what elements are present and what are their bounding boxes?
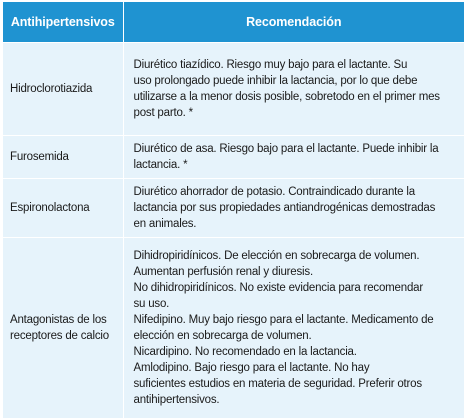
drug-name: receptores de calcio	[10, 329, 109, 342]
recommendation-line: Diurético tiazídico. Riesgo muy bajo para el lactante. Su	[133, 59, 408, 71]
recommendation-line: lactancia. *	[133, 159, 188, 171]
recommendation-cell	[123, 179, 464, 238]
table-header-row	[3, 2, 464, 43]
antihypertensives-table	[3, 2, 464, 418]
recommendation-line: su uso.	[133, 297, 170, 310]
recommendation-line: en animales.	[133, 218, 197, 230]
recommendation-line: No dihidropiridínicos. No existe evidencia para recomendar	[133, 281, 423, 294]
recommendation-cell	[123, 238, 464, 418]
recommendation-line: post parto. *	[133, 107, 193, 119]
drug-name: Hidroclorotiazida	[10, 83, 93, 95]
recommendation-line: lactancia por sus propiedades antiandrogénicas demostradas	[133, 202, 436, 214]
recommendation-line: Diurético de asa. Riesgo bajo para el lactante. Puede inhibir la	[133, 143, 439, 155]
drug-name: Antagonistas de los	[10, 313, 107, 326]
recommendation-line: Aumentan perfusión renal y diuresis.	[133, 265, 313, 278]
recommendation-line: Amlodipino. Bajo riesgo para el lactante. No hay	[133, 361, 370, 374]
recommendation-line: Nifedipino. Muy bajo riesgo para el lactante. Medicamento de	[133, 313, 434, 326]
drug-cell	[3, 179, 123, 238]
drug-name: Furosemida	[10, 151, 69, 163]
recommendation-cell	[123, 136, 464, 179]
recommendation-line: uso prolongado puede inhibir la lactancia, por lo que debe	[133, 75, 418, 87]
header-recomendacion: Recomendación	[123, 2, 464, 43]
header-antihipertensivos: Antihipertensivos	[3, 2, 123, 43]
recommendation-line: Dihidropiridínicos. De elección en sobrecarga de volumen.	[133, 249, 420, 262]
table-row	[3, 136, 464, 179]
recommendation-line: Nicardipino. No recomendado en la lactancia.	[133, 345, 357, 358]
recommendation-line: elección en sobrecarga de volumen.	[133, 329, 312, 342]
recommendation-line: antihipertensivos.	[133, 393, 220, 406]
table-row	[3, 179, 464, 238]
drug-cell	[3, 43, 123, 136]
recommendation-line: suficientes estudios en materia de seguridad. Preferir otros	[133, 377, 422, 390]
drug-cell	[3, 136, 123, 179]
recommendation-line: Diurético ahorrador de potasio. Contraindicado durante la	[133, 186, 415, 198]
drug-name: Espironolactona	[10, 202, 90, 214]
recommendation-line: utilizarse a la menor dosis posible, sobretodo en el primer mes	[133, 91, 440, 103]
table-row	[3, 43, 464, 136]
recommendation-cell	[123, 43, 464, 136]
table-row	[3, 238, 464, 418]
drug-cell	[3, 238, 123, 418]
